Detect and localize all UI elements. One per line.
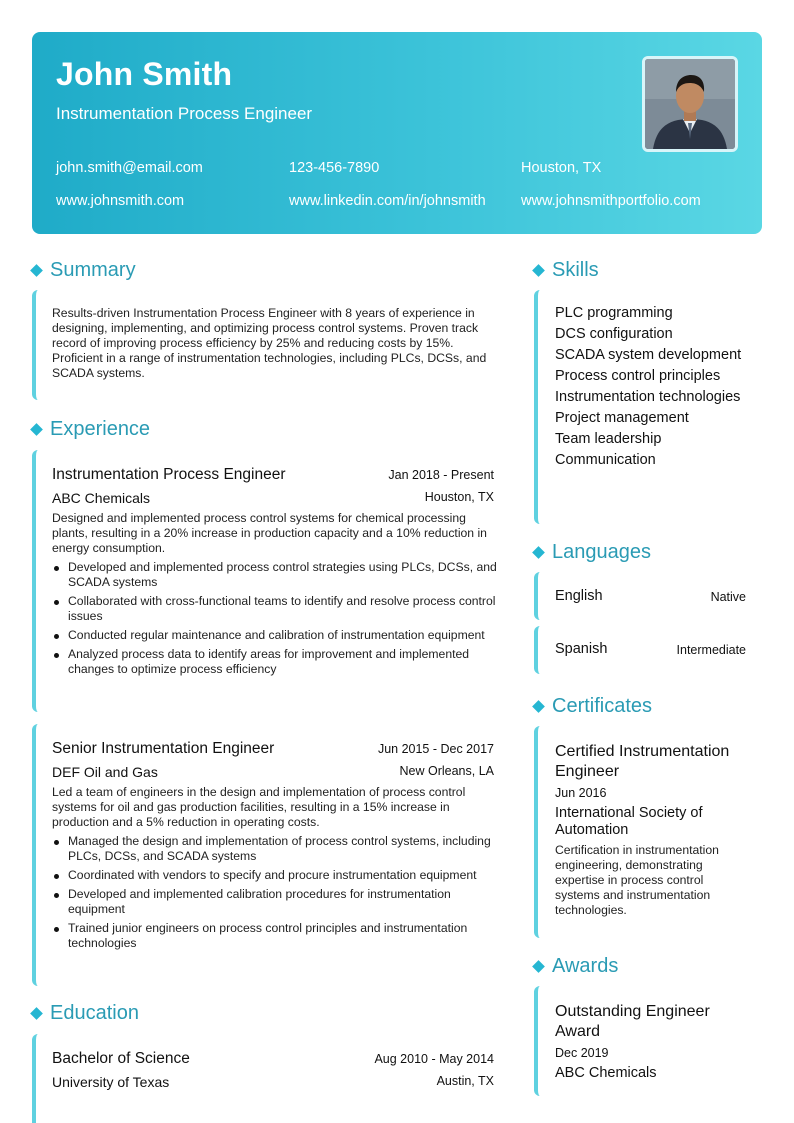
awards-heading: [534, 955, 618, 978]
diamond-icon: [532, 700, 545, 713]
language-name: Spanish: [555, 641, 608, 657]
education-date: Aug 2010 - May 2014: [374, 1052, 494, 1066]
resume-header: [32, 32, 762, 234]
job-bullets: [52, 560, 497, 681]
candidate-name: John Smith: [56, 56, 233, 92]
certificates-heading: [534, 695, 652, 718]
contact-email[interactable]: john.smith@email.com: [56, 160, 203, 176]
skills-list: [555, 305, 755, 473]
list-item: Developed and implemented process control strategies using PLCs, DCSs, and SCADA systems: [52, 560, 497, 590]
list-item: Developed and implemented calibration procedures for instrumentation equipment: [52, 887, 497, 917]
job-location: New Orleans, LA: [399, 764, 494, 778]
skill-item: Team leadership: [555, 431, 662, 447]
contact-website[interactable]: www.johnsmith.com: [56, 193, 185, 209]
job-company: DEF Oil and Gas: [52, 764, 158, 780]
job-title: Instrumentation Process Engineer: [52, 466, 286, 483]
language-level: Intermediate: [676, 643, 746, 657]
list-item: Collaborated with cross-functional teams to identify and resolve process control issues: [52, 594, 497, 624]
education-location: Austin, TX: [436, 1074, 494, 1088]
diamond-icon: [30, 264, 43, 277]
education-degree: Bachelor of Science: [52, 1050, 190, 1067]
skill-item: DCS configuration: [555, 326, 673, 342]
summary-text: Results-driven Instrumentation Process Engineer with 8 years of experience in designing, implementing, and optimizing process control systems. Proven track record of improving process efficiency by 25% and reducing costs by 15%. Proficient in a range of instrumentation technologies, including PLCs, DCSs, and SCADA systems.: [52, 306, 487, 380]
job-title: Senior Instrumentation Engineer: [52, 740, 275, 757]
skill-item: Process control principles: [555, 368, 721, 384]
skill-item: Communication: [555, 452, 656, 468]
skills-heading: [534, 259, 599, 282]
contact-location: Houston, TX: [521, 160, 602, 176]
diamond-icon: [532, 264, 545, 277]
profile-photo: [642, 56, 738, 152]
summary-heading-label: Summary: [50, 259, 136, 281]
education-school: University of Texas: [52, 1074, 170, 1090]
skill-item: Instrumentation technologies: [555, 389, 741, 405]
skill-item: SCADA system development: [555, 347, 742, 363]
job-description: Led a team of engineers in the design and implementation of process control systems for oil and gas production facilities, resulting in a 15% increase in production and a 5% reduction in operating costs.: [52, 785, 466, 829]
certificate-date: Jun 2016: [555, 786, 607, 800]
list-item: Managed the design and implementation of process control systems, including PLCs, DCSs, and SCADA systems: [52, 834, 497, 864]
list-item: Coordinated with vendors to specify and procure instrumentation equipment: [52, 868, 497, 883]
language-level: Native: [710, 590, 746, 604]
diamond-icon: [532, 546, 545, 559]
certificate-description: Certification in instrumentation engineering, demonstrating expertise in process control systems and instrumentation technologies.: [555, 843, 719, 917]
list-item: Trained junior engineers on process control principles and instrumentation technologies: [52, 921, 497, 951]
languages-heading-label: Languages: [552, 541, 651, 563]
certificate-issuer: International Society of Automation: [555, 805, 703, 838]
job-date: Jun 2015 - Dec 2017: [377, 742, 494, 756]
job-company: ABC Chemicals: [52, 490, 151, 506]
award-date: Dec 2019: [555, 1046, 609, 1060]
education-heading-label: Education: [50, 1002, 139, 1024]
experience-heading-label: Experience: [50, 418, 151, 440]
awards-heading-label: Awards: [552, 955, 619, 977]
certificate-name: Certified Instrumentation Engineer: [555, 743, 730, 780]
diamond-icon: [30, 1007, 43, 1020]
summary-heading: [32, 259, 136, 282]
job-description: Designed and implemented process control systems for chemical processing plants, resulting in a 20% increase in production capacity and a 10% reduction in energy consumption.: [52, 511, 487, 555]
diamond-icon: [30, 423, 43, 436]
candidate-title: Instrumentation Process Engineer: [56, 104, 313, 123]
certificates-heading-label: Certificates: [552, 695, 653, 717]
award-name: Outstanding Engineer Award: [555, 1003, 710, 1040]
skill-item: PLC programming: [555, 305, 673, 321]
contact-linkedin[interactable]: www.linkedin.com/in/johnsmith: [289, 193, 486, 209]
skills-heading-label: Skills: [552, 259, 599, 281]
person-photo-icon: [645, 59, 735, 149]
education-heading: [32, 1002, 139, 1025]
job-bullets: [52, 834, 497, 955]
experience-heading: [32, 418, 150, 441]
job-location: Houston, TX: [424, 490, 494, 504]
language-name: English: [555, 588, 603, 604]
contact-portfolio[interactable]: www.johnsmithportfolio.com: [521, 193, 701, 209]
award-issuer: ABC Chemicals: [555, 1065, 657, 1081]
list-item: Analyzed process data to identify areas for improvement and implemented changes to optimize process efficiency: [52, 647, 497, 677]
job-date: Jan 2018 - Present: [388, 468, 494, 482]
diamond-icon: [532, 960, 545, 973]
list-item: Conducted regular maintenance and calibration of instrumentation equipment: [52, 628, 497, 643]
languages-heading: [534, 541, 651, 564]
contact-phone[interactable]: 123-456-7890: [289, 160, 380, 176]
skill-item: Project management: [555, 410, 689, 426]
